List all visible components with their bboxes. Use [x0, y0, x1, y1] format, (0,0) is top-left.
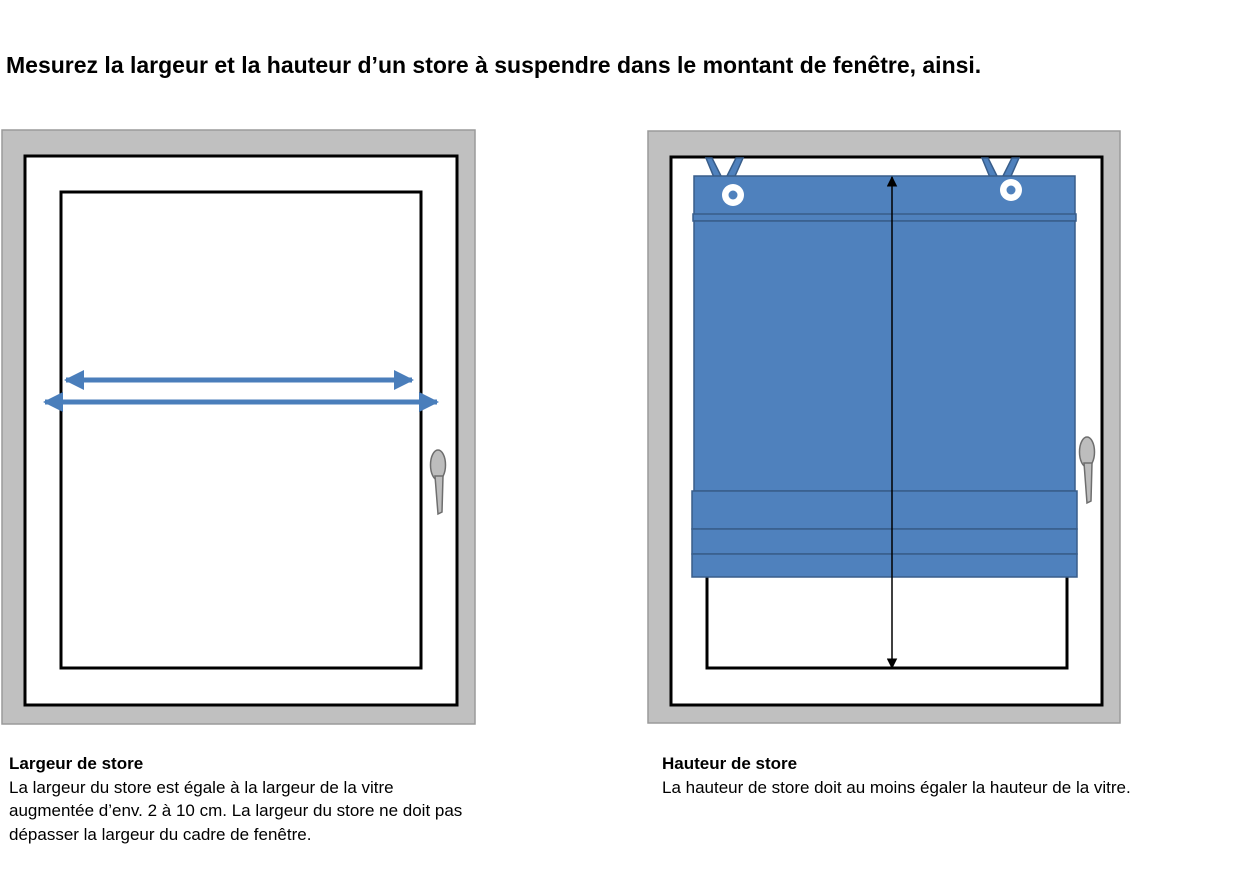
eyelet-right-icon: [1000, 179, 1022, 201]
height-diagram: [646, 128, 1126, 728]
width-diagram: [0, 128, 480, 728]
window-glass: [61, 192, 421, 668]
height-caption: [662, 752, 1132, 799]
width-caption-text: La largeur du store est égale à la largeur de la vitre augmentée d’env. 2 à 10 cm. La largeur du store ne doit pas dépasser la largeur du cadre de fenêtre.: [9, 777, 463, 844]
page-title: Mesurez la largeur et la hauteur d’un store à suspendre dans le montant de fenêtre, ainsi.: [6, 52, 982, 78]
width-caption-title: Largeur de store: [9, 754, 144, 773]
width-caption: [9, 752, 479, 846]
eyelet-left-icon: [722, 184, 744, 206]
roman-blind: [692, 176, 1077, 577]
height-caption-title: Hauteur de store: [662, 754, 798, 773]
height-caption-text: La hauteur de store doit au moins égaler la hauteur de la vitre.: [662, 777, 1131, 797]
